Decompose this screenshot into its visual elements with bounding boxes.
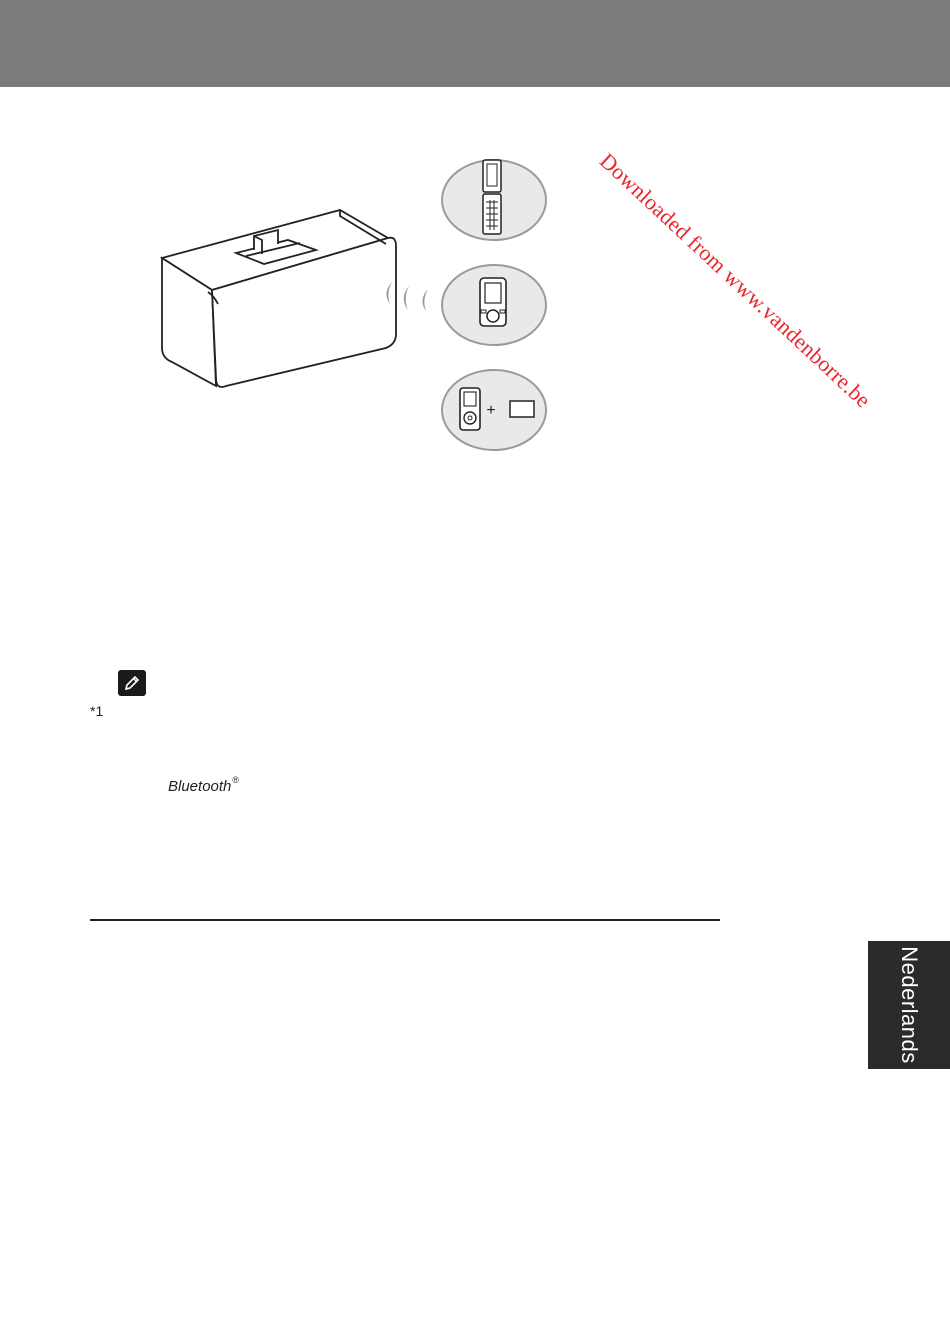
flip-phone-icon [442,160,546,240]
language-tab [868,941,950,1069]
language-tab-label: Nederlands [897,946,922,1064]
footnote-marker: *1 [90,703,104,719]
plus-sign: + [486,402,496,419]
bluetooth-trademark [168,775,240,795]
product-illustration [150,150,570,460]
bluetooth-word: Bluetooth [168,778,232,795]
section-divider [90,919,720,921]
pencil-note-icon [118,670,146,696]
media-player-icon [442,265,546,345]
registered-mark: ® [232,775,240,785]
watermark-text: Downloaded from www.vandenborre.be [594,148,876,413]
adapter-icon [510,401,534,417]
header-band [0,0,950,87]
speaker-dock-icon [162,210,396,387]
